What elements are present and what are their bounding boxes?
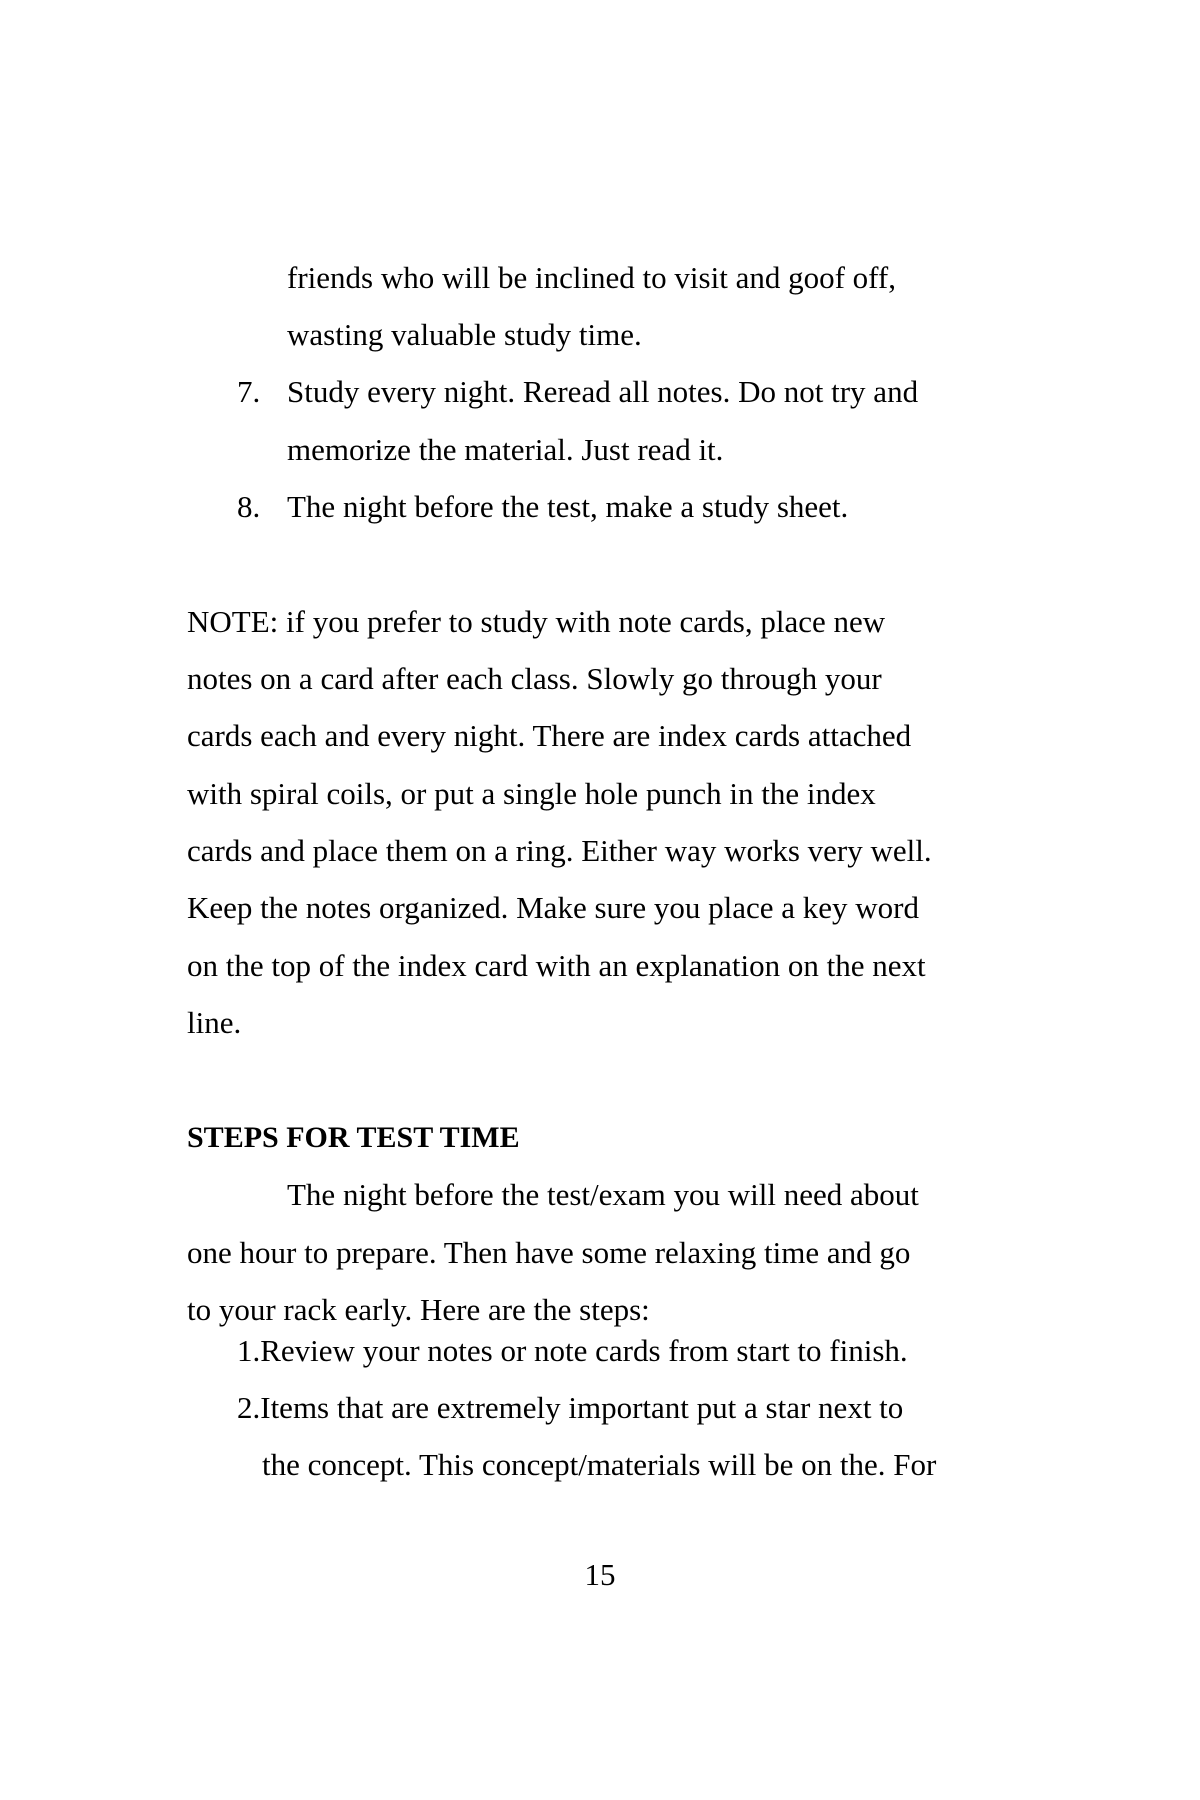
page-number: 15: [584, 1557, 616, 1592]
note-line: NOTE: if you prefer to study with note cards, place new: [187, 604, 886, 639]
step-continuation-line: the concept. This concept/materials will be on the. For: [262, 1447, 937, 1482]
list-item-line: Study every night. Reread all notes. Do not try and: [287, 374, 919, 409]
note-line: on the top of the index card with an explanation on the next: [187, 948, 926, 983]
intro-line: one hour to prepare. Then have some relaxing time and go: [187, 1235, 911, 1270]
continued-item-line: wasting valuable study time.: [287, 317, 642, 352]
section-heading: STEPS FOR TEST TIME: [187, 1121, 520, 1154]
list-item-line: The night before the test, make a study sheet.: [287, 489, 849, 524]
note-line: with spiral coils, or put a single hole punch in the index: [187, 776, 876, 811]
intro-line: to your rack early. Here are the steps:: [187, 1292, 650, 1327]
note-line: Keep the notes organized. Make sure you place a key word: [187, 890, 919, 925]
list-item-line: memorize the material. Just read it.: [287, 432, 724, 467]
note-line: notes on a card after each class. Slowly go through your: [187, 661, 882, 696]
step-line: 1.Review your notes or note cards from start to finish.: [237, 1333, 908, 1368]
note-line: cards and place them on a ring. Either way works very well.: [187, 833, 932, 868]
continued-item-line: friends who will be inclined to visit and goof off,: [287, 260, 896, 295]
list-item-number: 8.: [237, 489, 261, 524]
intro-line: The night before the test/exam you will need about: [287, 1177, 919, 1212]
note-line: line.: [187, 1005, 242, 1040]
step-line: 2.Items that are extremely important put a star next to: [237, 1390, 904, 1425]
list-item-number: 7.: [237, 374, 261, 409]
note-line: cards each and every night. There are index cards attached: [187, 718, 912, 753]
